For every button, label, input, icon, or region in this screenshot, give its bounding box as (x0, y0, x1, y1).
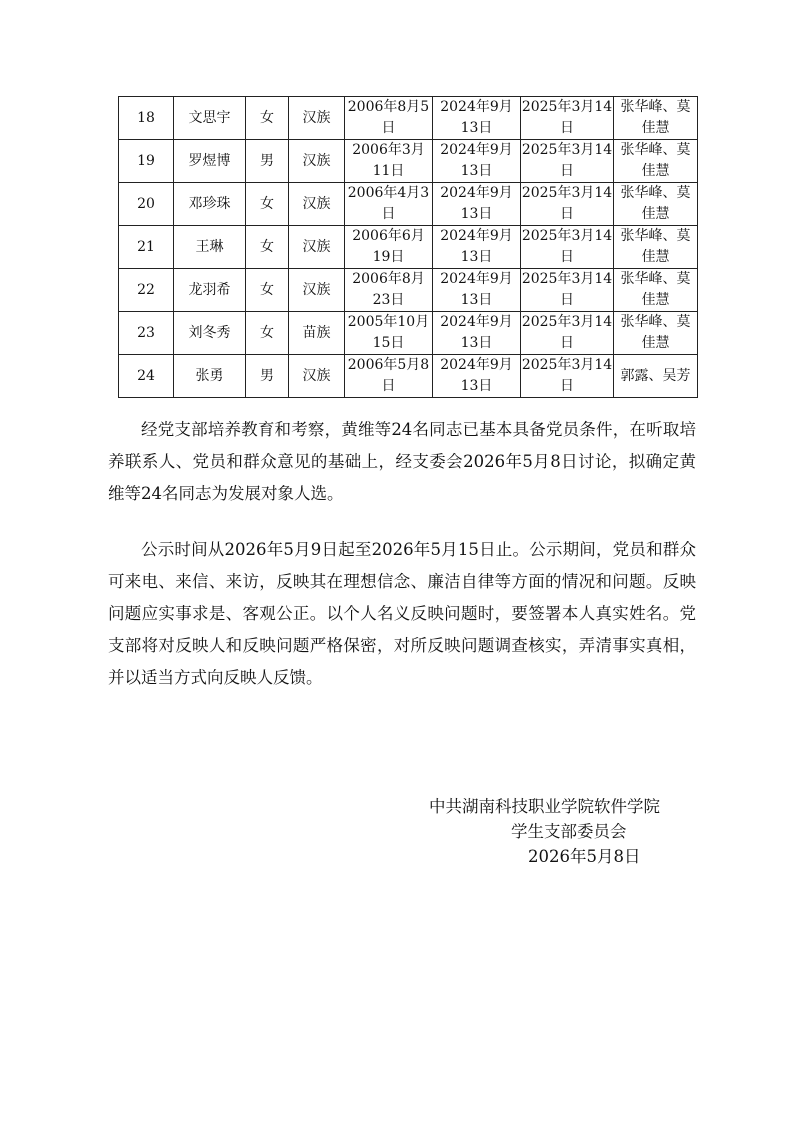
cell-contacts: 张华峰、莫佳慧 (614, 183, 698, 226)
cell-contacts: 郭露、吴芳 (614, 355, 698, 398)
cell-name: 张勇 (174, 355, 246, 398)
cell-number: 21 (119, 226, 174, 269)
table-row (119, 97, 698, 140)
cell-name: 罗煜博 (174, 140, 246, 183)
cell-application-date: 2024年9月13日 (433, 183, 521, 226)
cell-birth-date: 2006年4月3日 (345, 183, 433, 226)
cell-ethnicity: 汉族 (289, 140, 345, 183)
cell-name: 刘冬秀 (174, 312, 246, 355)
cell-gender: 女 (246, 269, 289, 312)
candidate-table (118, 96, 698, 398)
cell-birth-date: 2006年3月11日 (345, 140, 433, 183)
signature-date: 2026年5月8日 (528, 847, 641, 866)
signature-organization: 中共湖南科技职业学院软件学院 (429, 797, 660, 816)
signature-branch-committee: 学生支部委员会 (511, 822, 627, 841)
cell-gender: 女 (246, 312, 289, 355)
cell-birth-date: 2005年10月15日 (345, 312, 433, 355)
cell-ethnicity: 汉族 (289, 226, 345, 269)
cell-gender: 女 (246, 97, 289, 140)
cell-name: 王琳 (174, 226, 246, 269)
cell-activist-date: 2025年3月14日 (521, 226, 614, 269)
cell-activist-date: 2025年3月14日 (521, 183, 614, 226)
cell-name: 文思宇 (174, 97, 246, 140)
cell-activist-date: 2025年3月14日 (521, 140, 614, 183)
body-paragraph-review: 经党支部培养教育和考察，黄维等24名同志已基本具备党员条件，在听取培养联系人、党员和群众意见的基础上，经支委会2026年5月8日讨论，拟确定黄维等24名同志为发展对象人选。 (108, 420, 696, 503)
cell-contacts: 张华峰、莫佳慧 (614, 226, 698, 269)
cell-gender: 女 (246, 226, 289, 269)
cell-number: 23 (119, 312, 174, 355)
cell-application-date: 2024年9月13日 (433, 226, 521, 269)
cell-application-date: 2024年9月13日 (433, 140, 521, 183)
cell-number: 22 (119, 269, 174, 312)
cell-number: 18 (119, 97, 174, 140)
cell-gender: 男 (246, 140, 289, 183)
cell-application-date: 2024年9月13日 (433, 97, 521, 140)
cell-name: 邓珍珠 (174, 183, 246, 226)
cell-ethnicity: 汉族 (289, 269, 345, 312)
cell-activist-date: 2025年3月14日 (521, 312, 614, 355)
cell-birth-date: 2006年6月19日 (345, 226, 433, 269)
cell-application-date: 2024年9月13日 (433, 355, 521, 398)
cell-gender: 女 (246, 183, 289, 226)
body-paragraph-notice-period: 公示时间从2026年5月9日起至2026年5月15日止。公示期间，党员和群众可来电、来信、来访，反映其在理想信念、廉洁自律等方面的情况和问题。反映问题应实事求是、客观公正。以个人名义反映问题时，要签署本人真实姓名。党支部将对反映人和反映问题严格保密，对所反映问题调查核实，弄清事实真相，并以适当方式向反映人反馈。 (108, 540, 696, 687)
cell-birth-date: 2006年8月5日 (345, 97, 433, 140)
table-row (119, 355, 698, 398)
cell-number: 19 (119, 140, 174, 183)
cell-contacts: 张华峰、莫佳慧 (614, 312, 698, 355)
cell-birth-date: 2006年8月23日 (345, 269, 433, 312)
cell-ethnicity: 苗族 (289, 312, 345, 355)
table-row (119, 312, 698, 355)
cell-activist-date: 2025年3月14日 (521, 269, 614, 312)
cell-ethnicity: 汉族 (289, 355, 345, 398)
cell-birth-date: 2006年5月8日 (345, 355, 433, 398)
cell-ethnicity: 汉族 (289, 97, 345, 140)
cell-application-date: 2024年9月13日 (433, 312, 521, 355)
table-row (119, 269, 698, 312)
cell-contacts: 张华峰、莫佳慧 (614, 269, 698, 312)
cell-gender: 男 (246, 355, 289, 398)
cell-activist-date: 2025年3月14日 (521, 355, 614, 398)
cell-contacts: 张华峰、莫佳慧 (614, 140, 698, 183)
cell-number: 20 (119, 183, 174, 226)
cell-name: 龙羽希 (174, 269, 246, 312)
cell-ethnicity: 汉族 (289, 183, 345, 226)
table-row (119, 140, 698, 183)
cell-application-date: 2024年9月13日 (433, 269, 521, 312)
cell-activist-date: 2025年3月14日 (521, 97, 614, 140)
table-row (119, 183, 698, 226)
cell-number: 24 (119, 355, 174, 398)
table-row (119, 226, 698, 269)
cell-contacts: 张华峰、莫佳慧 (614, 97, 698, 140)
